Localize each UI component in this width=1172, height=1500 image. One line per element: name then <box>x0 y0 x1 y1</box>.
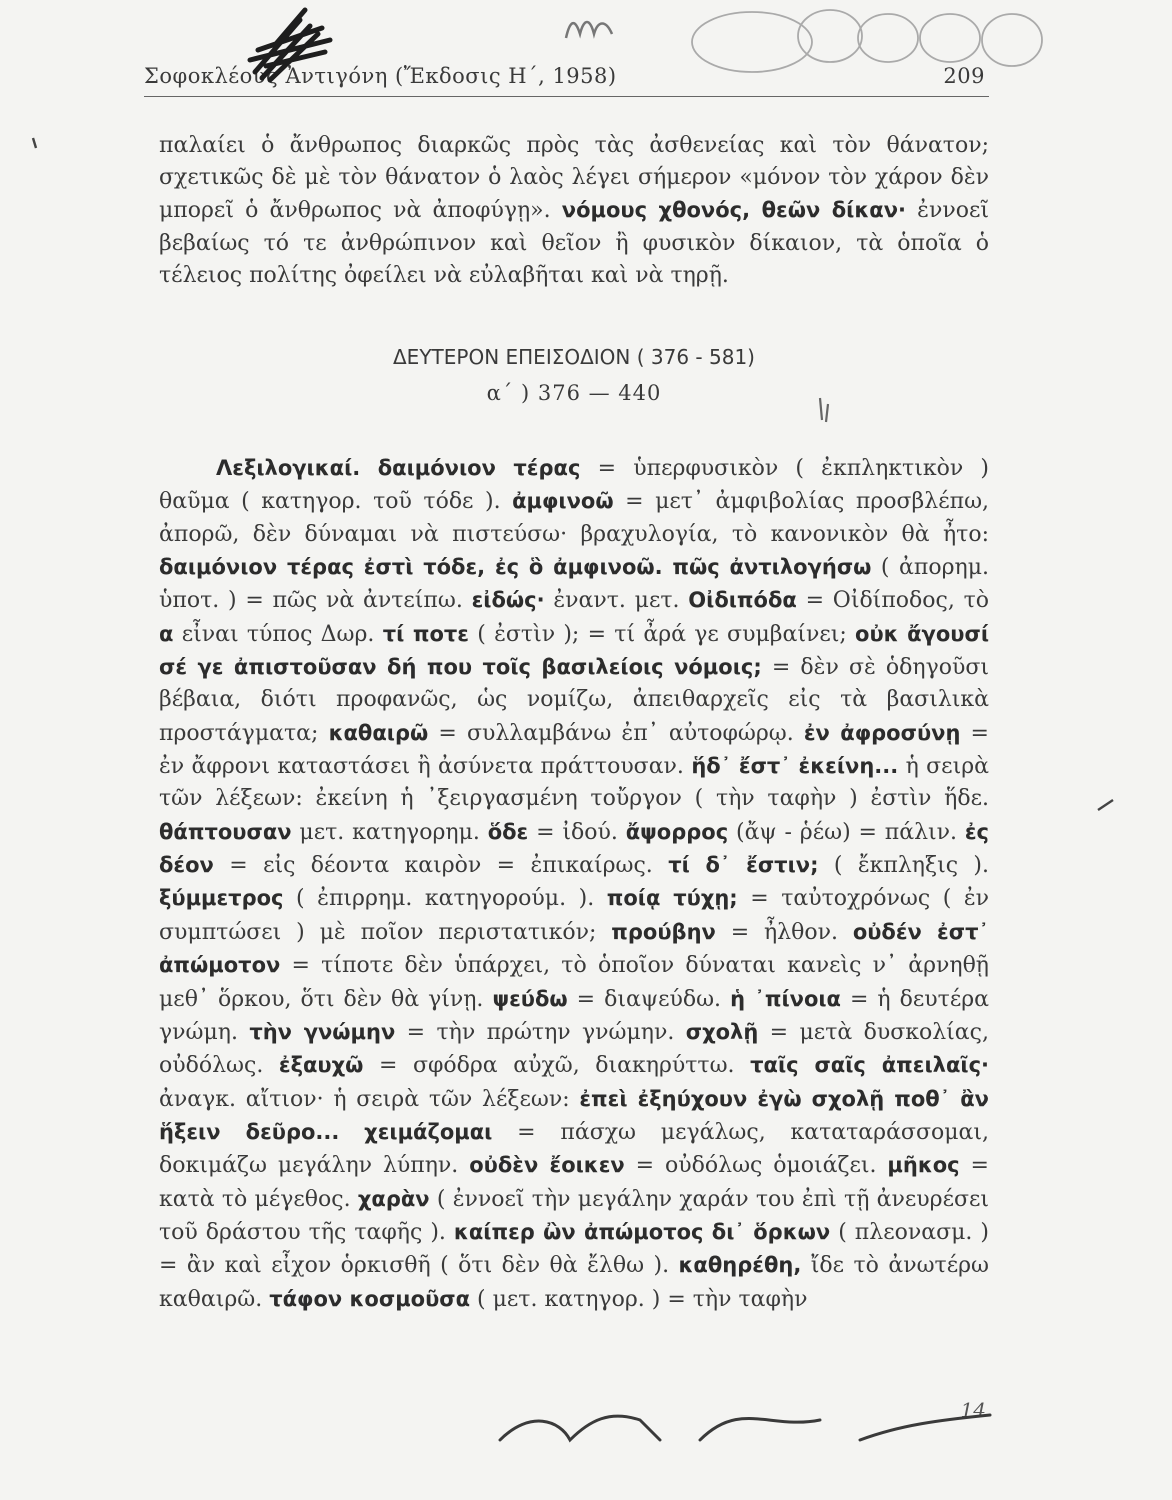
lexical-notes-text <box>159 452 989 1316</box>
intro-paragraph <box>159 130 989 292</box>
lemma-term: ποίᾳ τύχῃ; <box>606 886 738 911</box>
gloss-text: = μετ᾿ ἀμφιβολίας προσβλέπω, ἀπορῶ, δὲν δύναμαι νὰ πιστεύσω· βραχυλογία, τὸ κανονικὸν θὰ ἦτο: <box>159 489 989 547</box>
lemma-term: ἡ ᾿πίνοια <box>730 986 841 1011</box>
lemma-term: οὐκ ἄγουσί σέ γε ἀπιστοῦσαν δή που τοῖς βασιλείοις νόμοις; <box>159 621 989 680</box>
subsection-heading: α΄ ) 376 — 440 <box>486 381 662 405</box>
gloss-text: εἶναι τύπος Δωρ. <box>173 621 383 647</box>
margin-tick <box>1098 800 1113 810</box>
gloss-text: ( ἔκπληξις ). <box>818 853 990 879</box>
lemma-term: προύβην <box>611 919 716 944</box>
gloss-text: ἐννοεῖ βεβαίως τό τε ἀνθρώπινον καὶ θεῖον ἢ φυσικὸν δίκαιον, τὰ ὁποῖα ὁ τέλειος πολίτης ὀφείλει νὰ εὐλαβῆται καὶ νὰ τηρῇ. <box>159 198 989 288</box>
lemma-term: εἰδώς· <box>471 588 545 613</box>
running-header <box>144 62 989 94</box>
gloss-text: = οὐδόλως ὁμοιάζει. <box>624 1153 888 1179</box>
gloss-text: = σφόδρα αὐχῶ, διακηρύττω. <box>363 1053 751 1079</box>
lemma-term: δαιμόνιον τέρας ἐστὶ τόδε, ἐς ὃ ἀμφινοῶ. πῶς ἀντιλογήσω <box>159 555 872 580</box>
lemma-term: ἥδ᾿ ἔστ᾿ ἐκείνη... <box>691 754 899 779</box>
lemma-term: σχολῇ <box>685 1019 759 1044</box>
gloss-text: ἴδε τὸ ἀνωτέρω καθαιρῶ. <box>159 1253 989 1312</box>
gloss-text: ἀναγκ. αἴτιον· ἡ σειρὰ τῶν λέξεων: <box>159 1086 580 1112</box>
lexical-notes <box>159 452 989 1316</box>
gloss-text: = Οἰδίποδος, τὸ <box>796 588 989 614</box>
gloss-text: ἡ σειρὰ τῶν λέξεων: ἐκείνη ἡ ᾿ξειργασμένη τοὔργον ( τὴν ταφὴν ) ἐστὶν ἥδε. <box>159 754 989 812</box>
gloss-text: ( ἐπιρρημ. κατηγορούμ. ). <box>283 886 607 912</box>
gloss-text: ( πλεονασμ. ) = ἂν καὶ εἶχον ὁρκισθῆ ( ὅτι δὲν θὰ ἔλθω ). <box>159 1219 989 1279</box>
lemma-term: χειμάζομαι <box>364 1119 493 1144</box>
lemma-term: ἐξαυχῶ <box>278 1053 364 1078</box>
gloss-text: μετ. κατηγορημ. <box>291 819 488 845</box>
handwritten-m <box>566 22 612 38</box>
section-heading: ΔΕΥΤΕΡΟΝ ΕΠΕΙΣΟΔΙΟΝ ( 376 - 581) <box>393 345 755 369</box>
header-rule <box>144 96 989 97</box>
gloss-text: = μετὰ δυσκολίας, οὐδόλως. <box>159 1019 989 1079</box>
lemma-term: τὴν γνώμην <box>249 1019 396 1044</box>
gloss-text: = ἰδού. <box>528 819 626 845</box>
lemma-term: ξύμμετρος <box>159 886 284 911</box>
page-number: 209 <box>943 64 985 88</box>
gloss-text: (ἄψ - ῥέω) = πάλιν. <box>728 819 965 845</box>
lemma-term: χαρὰν <box>357 1186 430 1211</box>
gloss-text: = ἦλθον. <box>715 919 853 945</box>
gloss-text: ( μετ. κατηγορ. ) = τὴν ταφὴν <box>470 1286 808 1312</box>
gloss-text: = δὲν σὲ ὁδηγοῦσι βέβαια, διότι προφανῶς, ὡς νομίζω, ἀπειθαρχεῖς εἰς τὰ βασιλικὰ προστάγματα; <box>159 655 989 746</box>
gloss-text: = διαψεύδω. <box>567 986 731 1012</box>
gloss-text: = ἐν ἄφρονι καταστάσει ἢ ἀσύνετα πράττουσαν. <box>159 720 989 780</box>
lemma-term: ἐς δέον <box>159 819 989 878</box>
lemma-term: α <box>159 621 174 646</box>
gloss-text: = πάσχω μεγάλως, καταταράσσομαι, δοκιμάζω μεγάλην λύπην. <box>159 1119 989 1179</box>
lemma-term: καθαιρῶ <box>328 720 429 745</box>
lemma-term: μῆκος <box>887 1153 960 1178</box>
gloss-text: παλαίει ὁ ἄνθρωπος διαρκῶς πρὸς τὰς ἀσθενείας καὶ τὸν θάνατον; σχετικῶς δὲ μὲ τὸν θάνατον ὁ λαὸς λέγει σήμερον «μόνον τὸν χάρον δὲν μπορεῖ ὁ ἄνθρωπος νὰ ἀποφύγῃ». <box>159 133 989 224</box>
lemma-term: οὐδὲν ἔοικεν <box>469 1153 625 1178</box>
lemma-term: Οἰδιπόδα <box>688 588 797 613</box>
gloss-text: = εἰς δέοντα καιρὸν = ἐπικαίρως. <box>213 853 669 879</box>
lemma-term: ἀμφινοῶ <box>512 489 614 514</box>
lemma-term: νόμους χθονός, θεῶν δίκαν· <box>561 198 906 223</box>
bottom-scribble <box>500 1415 990 1440</box>
gloss-text: = ὑπερφυσικὸν ( ἐκπληκτικὸν ) θαῦμα ( κατηγορ. τοῦ τόδε ). <box>159 456 989 515</box>
lemma-term: Λεξιλογικαί. δαιμόνιον τέρας <box>216 456 581 480</box>
lemma-term: τί δ᾿ ἔστιν; <box>668 853 819 878</box>
gloss-text: ἐναντ. μετ. <box>544 588 689 614</box>
lemma-term: καίπερ ὢν ἀπώμοτος δι᾿ ὅρκων <box>453 1219 831 1244</box>
gloss-text: = συλλαμβάνω ἐπ᾿ αὐτοφώρῳ. <box>428 720 804 746</box>
gloss-text: = ἡ δευτέρα γνώμη. <box>159 986 989 1045</box>
gloss-text <box>339 1120 364 1145</box>
lemma-term: ταῖς σαῖς ἀπειλαῖς· <box>750 1053 989 1078</box>
lemma-term: οὐδέν ἐστ᾿ ἀπώμοτον <box>159 919 989 978</box>
gloss-text: = τὴν πρώτην γνώμην. <box>395 1019 686 1045</box>
gloss-text: = ταὐτοχρόνως ( ἐν συμπτώσει ) μὲ ποῖον περιστατικόν; <box>159 886 989 945</box>
intro-text <box>159 130 989 292</box>
lemma-term: καθηρέθη, <box>678 1253 802 1278</box>
gloss-text: ( ἐστὶν ); = τί ἆρά γε συμβαίνει; <box>468 621 856 647</box>
lemma-term: ἐπεὶ ἐξηύχουν ἐγὼ σχολῇ ποθ᾿ ἂν ἥξειν δεῦρο... <box>159 1086 989 1144</box>
lemma-term: τί ποτε <box>382 621 469 646</box>
gloss-text: = κατὰ τὸ μέγεθος. <box>159 1153 989 1212</box>
signature-mark: 14 <box>960 1398 986 1422</box>
gloss-text: ( ἐννοεῖ τὴν μεγάλην χαράν του ἐπὶ τῇ ἀνευρέσει τοῦ δράστου τῆς ταφῆς ). <box>159 1186 990 1245</box>
lemma-term: ὅδε <box>487 819 529 844</box>
gloss-text: = τίποτε δὲν ὑπάρχει, τὸ ὁποῖον δύναται κανεὶς ν᾿ ἀρνηθῇ μεθ᾿ ὅρκου, ὅτι δὲν θὰ γίνῃ. <box>159 953 989 1012</box>
lemma-term: τάφον κοσμοῦσα <box>269 1286 471 1311</box>
lemma-term: θάπτουσαν <box>159 819 292 844</box>
gloss-text: ( ἀπορημ. ὑποτ. ) = πῶς νὰ ἀντείπω. <box>159 555 989 614</box>
header-title: Σοφοκλέους Ἀντιγόνη (Ἔκδοσις Η΄, 1958) <box>144 64 617 88</box>
lemma-term: ἐν ἀφροσύνῃ <box>803 720 961 745</box>
left-margin-tick <box>33 138 36 148</box>
lemma-term: ἄψορρος <box>625 819 729 844</box>
lemma-term: ψεύδω <box>492 986 568 1011</box>
